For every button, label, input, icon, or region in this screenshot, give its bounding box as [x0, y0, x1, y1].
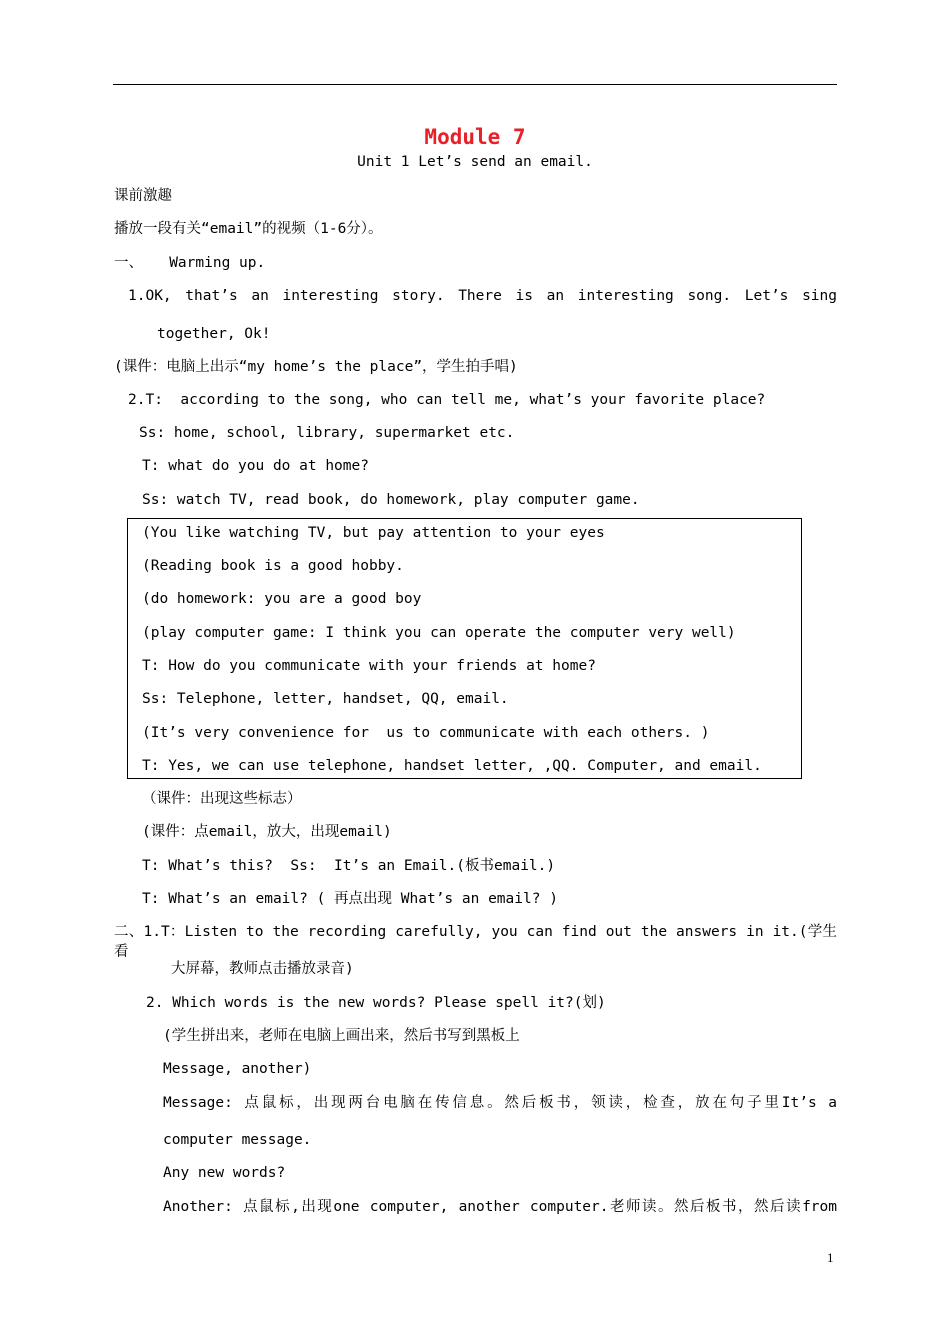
text-line: 2.T: according to the song, who can tell me, what’s your favorite place? — [128, 392, 766, 408]
text-line: T: What’s this? Ss: It’s an Email.(板书email.) — [142, 858, 556, 874]
text-line: (课件：电脑上出示“my home’s the place”，学生拍手唱) — [114, 359, 518, 375]
box-line: (do homework: you are a good boy — [142, 591, 422, 607]
text-line: (学生拼出来，老师在电脑上画出来，然后书写到黑板上 — [163, 1028, 520, 1044]
page-number: 1 — [827, 1250, 834, 1265]
text-line: computer message. — [163, 1132, 312, 1148]
box-line: T: How do you communicate with your friends at home? — [142, 658, 596, 674]
page-title: Module 7 — [424, 125, 526, 149]
text-line: T: What’s an email? ( 再点出现 What’s an email? ) — [142, 891, 558, 907]
text-line: 大屏幕，教师点击播放录音) — [171, 961, 354, 977]
text-line: 课前激趣 — [114, 188, 172, 204]
text-line: Another: 点鼠标,出现one computer, another computer.老师读。然后板书，然后读from — [163, 1199, 837, 1215]
page-subtitle: Unit 1 Let’s send an email. — [357, 154, 593, 170]
text-line: 一、 Warming up. — [114, 255, 266, 271]
box-line: (Reading book is a good hobby. — [142, 558, 404, 574]
text-line: 二、1.T：Listen to the recording carefully, you can find out the answers in it.(学生看 — [114, 924, 837, 960]
text-line: （课件：出现这些标志） — [142, 791, 302, 807]
box-line: (It’s very convenience for us to communicate with each others. ) — [142, 725, 710, 741]
box-line: T: Yes, we can use telephone, handset letter, ,QQ. Computer, and email. — [142, 758, 762, 774]
box-line: Ss: Telephone, letter, handset, QQ, email. — [142, 691, 509, 707]
box-line: (You like watching TV, but pay attention to your eyes — [142, 525, 605, 541]
text-line: T: what do you do at home? — [142, 458, 369, 474]
text-line: together, Ok! — [157, 326, 271, 342]
box-line: (play computer game: I think you can operate the computer very well) — [142, 625, 736, 641]
text-line: Any new words? — [163, 1165, 286, 1181]
text-line: (课件：点email，放大，出现email) — [142, 824, 392, 840]
text-line: Message, another) — [163, 1061, 312, 1077]
text-line: 1.OK, that’s an interesting story. There is an interesting song. Let’s sing — [128, 288, 837, 304]
text-line: 2. Which words is the new words? Please spell it?(划) — [146, 995, 606, 1011]
text-line: 播放一段有关“email”的视频（1-6分）。 — [114, 221, 383, 237]
text-line: Ss: watch TV, read book, do homework, play computer game. — [142, 492, 640, 508]
header-rule — [113, 84, 837, 85]
text-line: Ss: home, school, library, supermarket etc. — [139, 425, 515, 441]
text-line: Message: 点鼠标，出现两台电脑在传信息。然后板书，领读，检查，放在句子里It’s a — [163, 1095, 837, 1111]
